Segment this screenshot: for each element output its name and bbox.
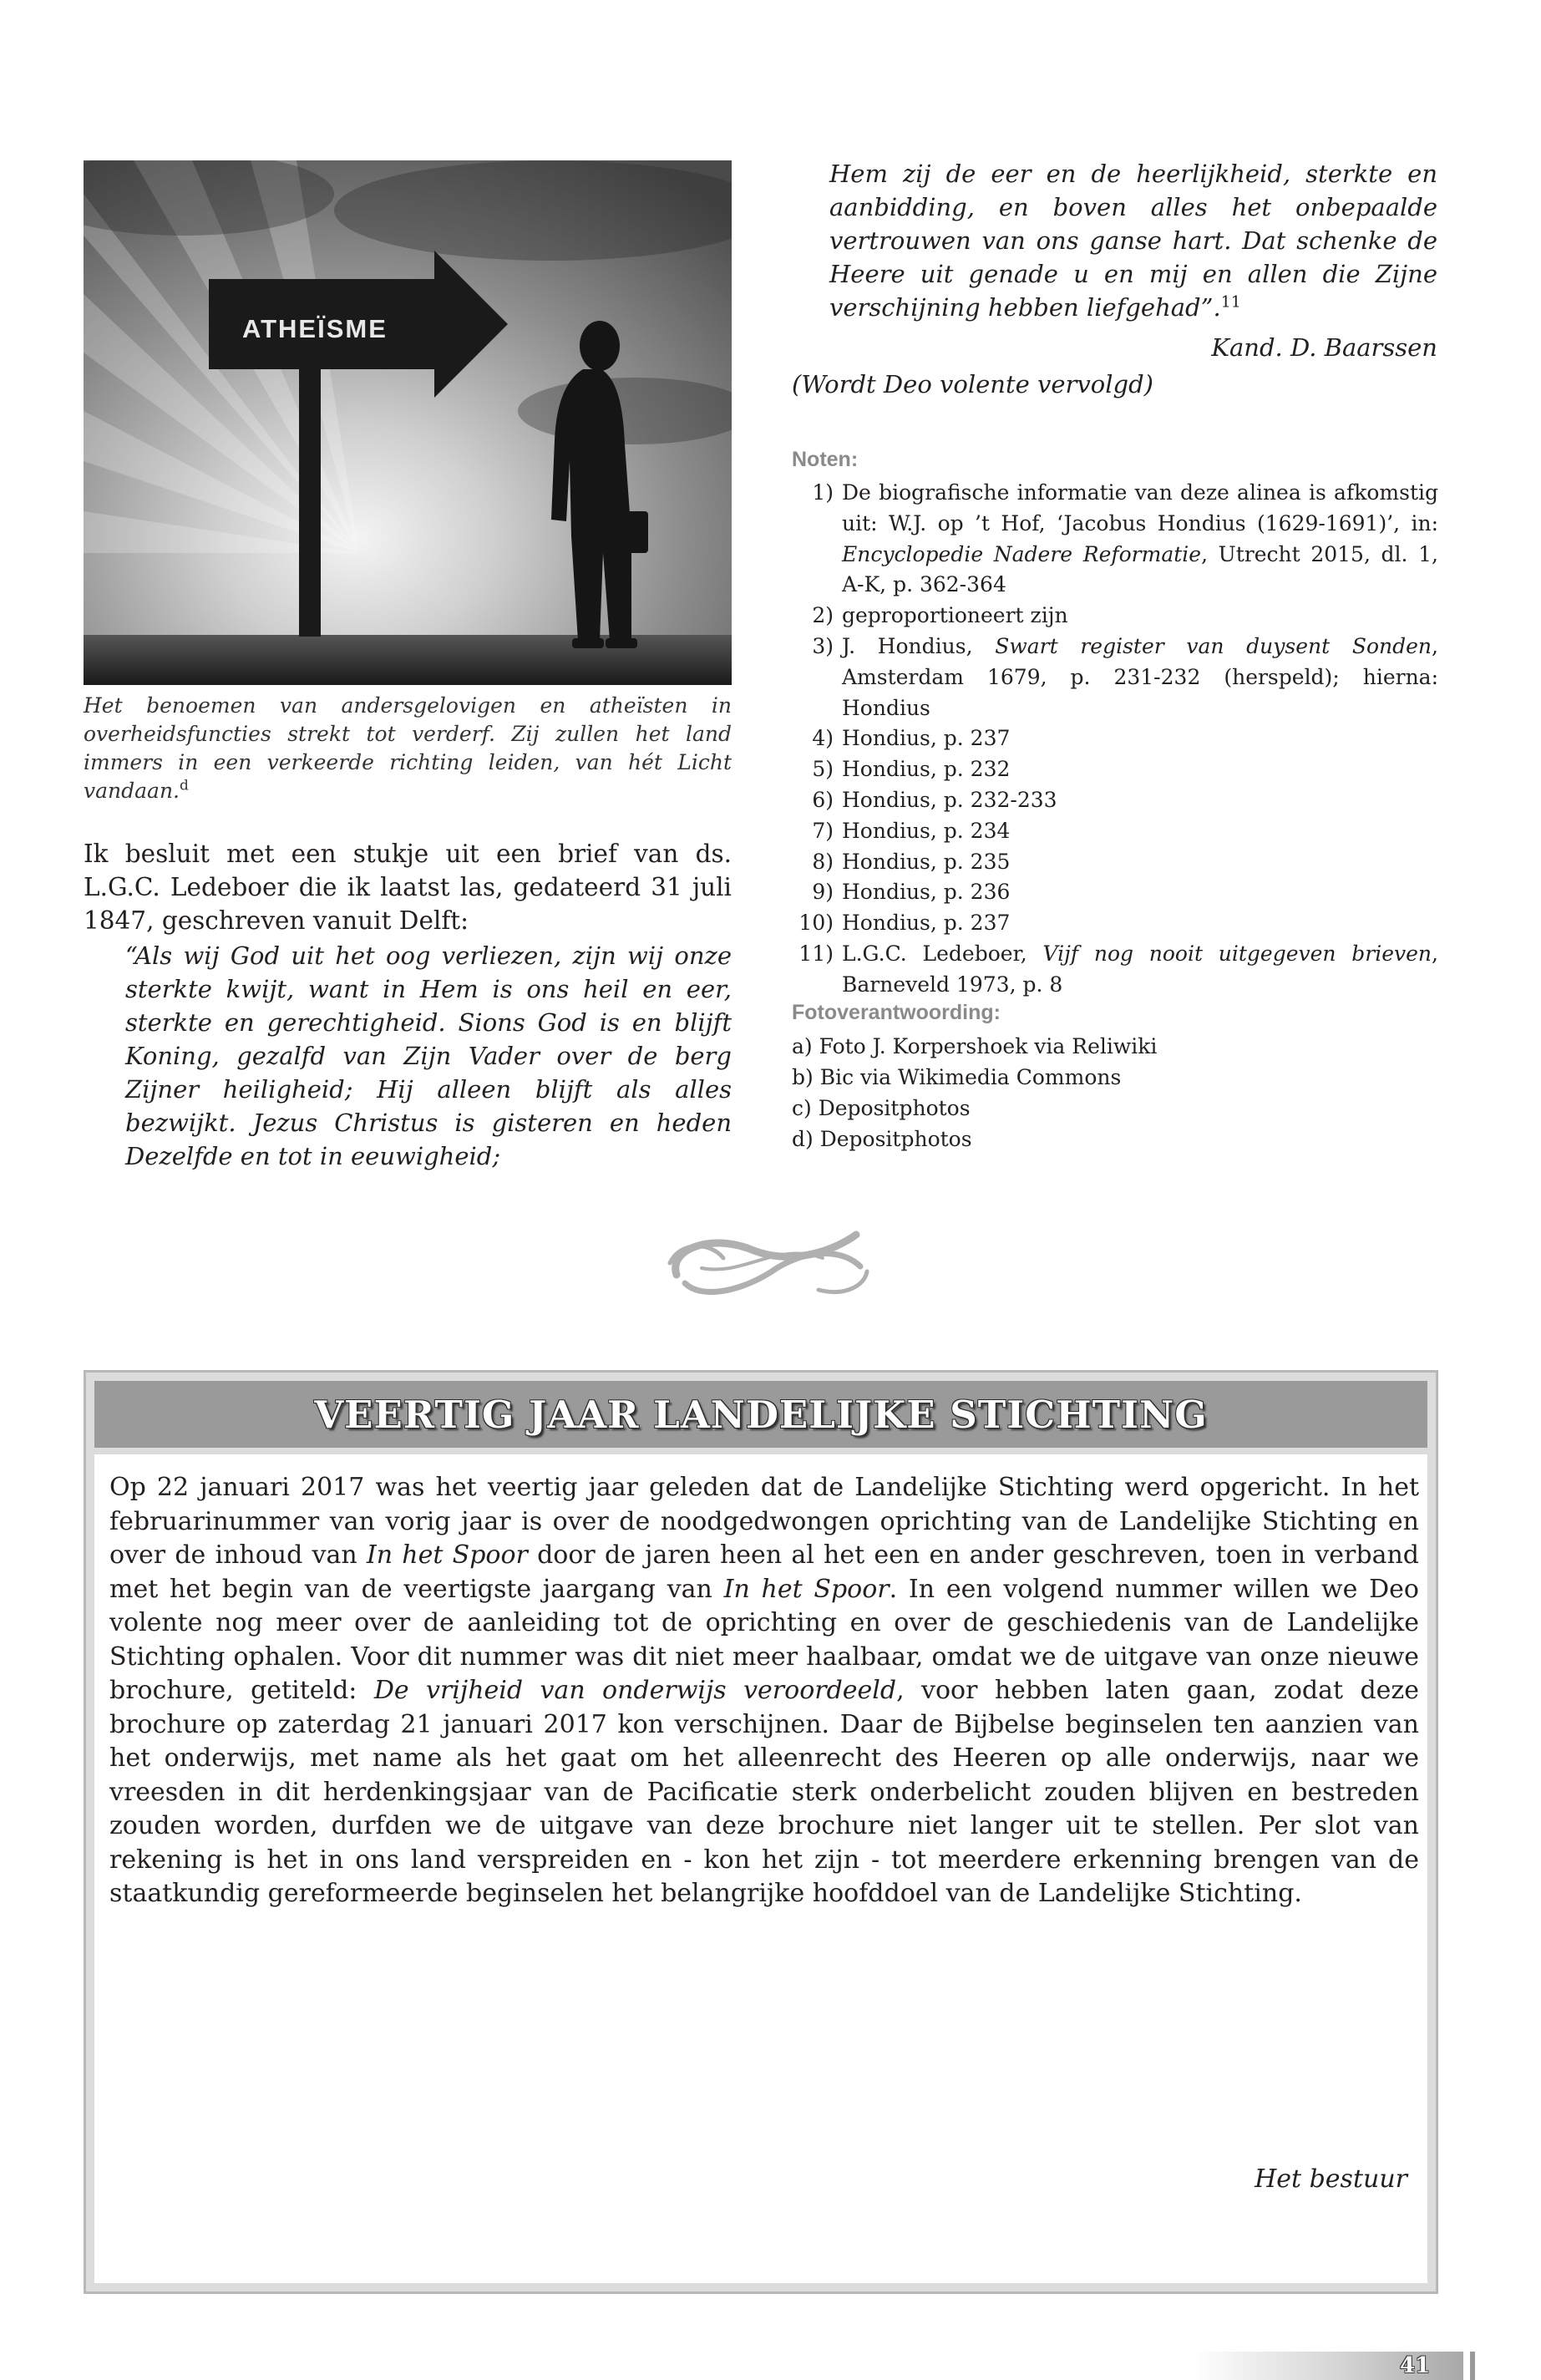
announcement-body [94, 1454, 1427, 2283]
letter-quote-part2: Hem zij de eer en de heerlijkheid, sterkte en aanbidding, en boven alles het onbepaalde vertrouwen van ons ganse hart. Dat schenke de Heere uit genade u en mij en allen die Zijne verschijning hebben liefgehad”.$^{11}$ [829, 160, 1437, 322]
note-item: 9) Hondius, p. 236 [812, 880, 1011, 905]
note-item: 5) Hondius, p. 232 [812, 757, 1011, 782]
note-item: 8) Hondius, p. 235 [812, 849, 1011, 874]
note-item: 10) Hondius, p. 237 [798, 911, 1011, 936]
author-signature: Kand. D. Baarssen [1211, 333, 1437, 362]
intro-paragraph: Ik besluit met een stukje uit een brief van ds. L.G.C. Ledeboer die ik laatst las, gedateerd 31 juli 1847, geschreven vanuit Delft: [84, 840, 732, 935]
atheism-signpost-photo [84, 160, 732, 685]
announcement-box [84, 1370, 1438, 2294]
notes-list [785, 478, 1438, 1001]
letter-quote-part1: “Als wij God uit het oog verliezen, zijn wij onze sterkte kwijt, want in Hem is ons heil en eer, sterkte en gerechtigheid. Sions God is en blijft Koning, gezalfd van Zijn Vader over de berg Zijner heiligheid; Hij alleen blijft als alles bezwijkt. Jezus Christus is gisteren en heden Dezelfde en tot in eeuwigheid; [125, 941, 732, 1170]
swirl-ornament-icon [651, 1216, 877, 1312]
note-item: 11) L.G.C. Ledeboer, Vijf nog nooit uitgegeven brieven, Barneveld 1973, p. 8 [798, 941, 1438, 997]
signpost-text: ATHEÏSME [242, 314, 388, 343]
photo-credit-item: d) Depositphotos [792, 1127, 972, 1151]
note-item: 2) geproportioneert zijn [812, 603, 1068, 628]
announcement-header [94, 1381, 1427, 1448]
page-number-tick [1470, 2352, 1475, 2380]
quote-ref: 11 [1220, 292, 1241, 312]
continued-note: (Wordt Deo volente vervolgd) [792, 370, 1153, 398]
note-item: 6) Hondius, p. 232-233 [812, 787, 1057, 812]
notes-heading: Noten: [792, 448, 859, 471]
photo-credits-heading: Fotoverantwoording: [792, 1001, 1001, 1024]
page-number: 41 [1400, 2353, 1431, 2378]
announcement-text: Op 22 januari 2017 was het veertig jaar geleden dat de Landelijke Stichting werd opgericht. In het februarinummer van vorig jaar is over de noodgedwongen oprichting van de Landelijke Stichting en over de inhoud van In het Spoor door de jaren heen al het een en ander geschreven, toen in verband met het begin van de veertigste jaargang van In het Spoor. In een volgend nummer willen we Deo volente nog meer over de aanleiding tot de oprichting en over de geschiedenis van de Landelijke Stichting ophalen. Voor dit nummer was dit niet meer haalbaar, omdat we de uitgave van onze nieuwe brochure, getiteld: De vrijheid van onderwijs veroordeeld, voor hebben laten gaan, zodat deze brochure op zaterdag 21 januari 2017 kon verschijnen. Daar de Bijbelse beginselen ten aanzien van het onderwijs, met name als het gaat om het alleenrecht des Heeren op alle onderwijs, naar we vreesden in dit herdenkingsjaar van de Pacificatie sterk onderbelicht zouden blijven en bestreden zouden worden, durfden we de uitgave van deze brochure niet langer uit te stellen. Per slot van rekening is het in ons land verspreiden en - kon het zijn - tot meerdere erkenning brengen van de staatkundig gereformeerde beginselen het belangrijke hoofddoel van de Landelijke Stichting. [109, 1473, 1420, 1908]
caption-ref: d [180, 777, 189, 794]
figure-caption: Het benoemen van andersgelovigen en atheïsten in overheidsfuncties strekt tot verderf. Zij zullen het land immers in een verkeerde richting leiden, van hét Licht vandaan.$^d$ [84, 693, 732, 803]
photo-credits-list [792, 1031, 1157, 1154]
photo-credit-item: b) Bic via Wikimedia Commons [792, 1065, 1122, 1089]
note-item: 4) Hondius, p. 237 [812, 726, 1011, 751]
announcement-signature: Het bestuur [1255, 2164, 1407, 2194]
photo-credit-item: a) Foto J. Korpershoek via Reliwiki [792, 1034, 1158, 1058]
note-item: 3) J. Hondius, Swart register van duysent Sonden, Amsterdam 1679, p. 231-232 (herspeld); hierna: Hondius [812, 633, 1438, 720]
note-item: 7) Hondius, p. 234 [812, 818, 1011, 843]
announcement-title: VEERTIG JAAR LANDELIJKE STICHTING [314, 1392, 1208, 1437]
note-item: 1) De biografische informatie van deze alinea is afkomstig uit: W.J. op ’t Hof, ‘Jacobus Hondius (1629-1691)’, in: Encyclopedie Nadere Reformatie, Utrecht 2015, dl. 1, A-K, p. 362-364 [812, 480, 1438, 597]
photo-credit-item: c) Depositphotos [792, 1096, 971, 1120]
